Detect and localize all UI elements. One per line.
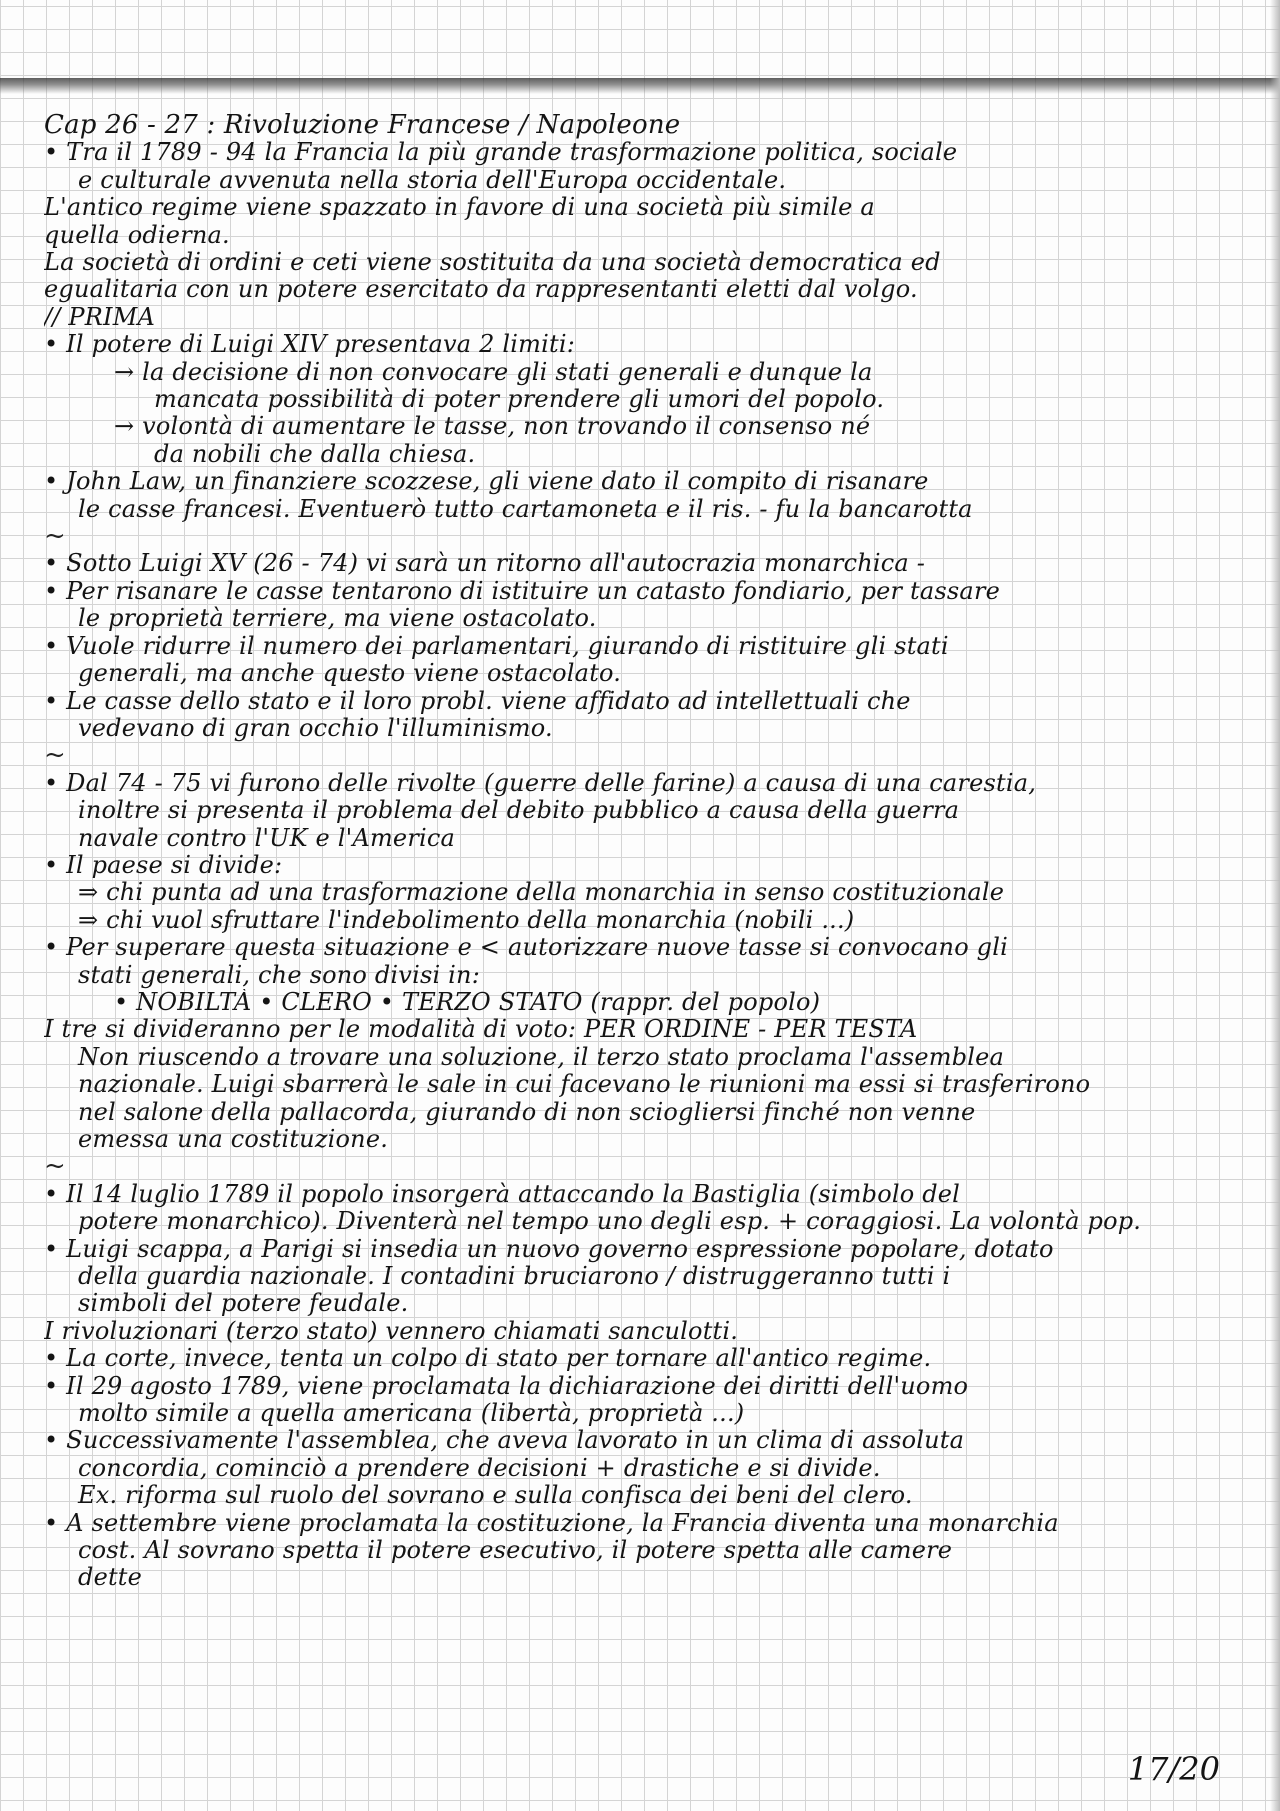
note-line: e culturale avvenuta nella storia dell'Europa occidentale.	[78, 166, 787, 194]
note-line: • John Law, un finanziere scozzese, gli viene dato il compito di risanare	[44, 468, 929, 496]
note-line: stati generali, che sono divisi in:	[78, 961, 480, 989]
note-line: • Per risanare le casse tentarono di istituire un catasto fondiario, per tassare	[44, 577, 1001, 605]
note-line: Non riuscendo a trovare una soluzione, il terzo stato proclama l'assemblea	[78, 1043, 1005, 1071]
scan-right-edge	[1270, 0, 1280, 1811]
note-line: mancata possibilità di poter prendere gli umori del popolo.	[154, 386, 885, 414]
note-line: egualitaria con un potere esercitato da rappresentanti eletti dal volgo.	[44, 276, 918, 304]
note-line: da nobili che dalla chiesa.	[154, 440, 476, 468]
note-line: ⇒ chi punta ad una trasformazione della monarchia in senso costituzionale	[78, 879, 1005, 907]
note-line: • Le casse dello stato e il loro probl. viene affidato ad intellettuali che	[44, 687, 911, 715]
note-line: quella odierna.	[44, 221, 230, 249]
note-line: emessa una costituzione.	[78, 1126, 389, 1153]
note-line: potere monarchico). Diventerà nel tempo uno degli esp. + coraggiosi. La volontà pop.	[78, 1208, 1142, 1236]
note-line: La società di ordini e ceti viene sostituita da una società democratica ed	[44, 249, 941, 277]
note-line: • La corte, invece, tenta un colpo di stato per tornare all'antico regime.	[44, 1345, 932, 1373]
note-line: → volontà di aumentare le tasse, non trovando il consenso né	[114, 413, 871, 441]
note-line: • Il 29 agosto 1789, viene proclamata la dichiarazione dei diritti dell'uomo	[44, 1372, 969, 1400]
note-line: dette	[78, 1564, 143, 1592]
note-line: • Il potere di Luigi XIV presentava 2 limiti:	[44, 331, 576, 359]
chapter-title: Cap 26 - 27 : Rivoluzione Francese / Napoleone	[44, 112, 681, 140]
note-line: concordia, cominciò a prendere decisioni + drastiche e si divide.	[78, 1454, 881, 1482]
note-line: navale contro l'UK e l'America	[78, 824, 456, 852]
note-line: → la decisione di non convocare gli stati generali e dunque la	[114, 358, 873, 386]
note-line: • Il 14 luglio 1789 il popolo insorgerà attaccando la Bastiglia (simbolo del	[44, 1180, 961, 1208]
note-line: nel salone della pallacorda, giurando di non sciogliersi finché non venne	[78, 1098, 976, 1126]
note-line: • Dal 74 - 75 vi furono delle rivolte (guerre delle farine) a causa di una carestia,	[44, 769, 1037, 797]
note-line: • Per superare questa situazione e < autorizzare nuove tasse si convocano gli	[44, 934, 1008, 962]
separator-mark: ~	[44, 523, 66, 551]
note-line: I rivoluzionari (terzo stato) vennero chiamati sanculotti.	[44, 1317, 739, 1345]
note-line: le proprietà terriere, ma viene ostacolato.	[78, 605, 597, 633]
note-line: • Vuole ridurre il numero dei parlamentari, giurando di ristituire gli stati	[44, 632, 949, 660]
note-line: generali, ma anche questo viene ostacolato.	[78, 660, 622, 688]
page-number: 17/20	[1127, 1750, 1220, 1788]
note-line: simboli del potere feudale.	[78, 1290, 409, 1318]
note-line: • Il paese si divide:	[44, 851, 283, 879]
note-line: nazionale. Luigi sbarrerà le sale in cui facevano le riunioni ma essi si trasferirono	[78, 1071, 1091, 1099]
section-label: // PRIMA	[44, 303, 156, 331]
note-line: • NOBILTÀ • CLERO • TERZO STATO (rappr. del popolo)	[114, 988, 821, 1016]
note-line: I tre si divideranno per le modalità di voto: PER ORDINE - PER TESTA	[44, 1016, 918, 1044]
note-line: le casse francesi. Eventuerò tutto cartamoneta e il ris. - fu la bancarotta	[78, 495, 973, 523]
note-line: • Tra il 1789 - 94 la Francia la più grande trasformazione politica, sociale	[44, 139, 958, 167]
note-line: cost. Al sovrano spetta il potere esecutivo, il potere spetta alle camere	[78, 1537, 953, 1565]
note-line: • Successivamente l'assemblea, che aveva lavorato in un clima di assoluta	[44, 1427, 965, 1455]
note-line: ⇒ chi vuol sfruttare l'indebolimento della monarchia (nobili ...)	[78, 906, 855, 934]
note-line: Ex. riforma sul ruolo del sovrano e sulla confisca dei beni del clero.	[78, 1482, 913, 1510]
note-line: L'antico regime viene spazzato in favore di una società più simile a	[44, 194, 875, 222]
separator-mark: ~	[44, 1153, 66, 1181]
note-line: della guardia nazionale. I contadini bruciarono / distruggeranno tutti i	[78, 1263, 951, 1291]
note-line: inoltre si presenta il problema del debito pubblico a causa della guerra	[78, 797, 960, 825]
note-line: • Luigi scappa, a Parigi si insedia un nuovo governo espressione popolare, dotato	[44, 1235, 1054, 1263]
separator-mark: ~	[44, 742, 66, 770]
note-line: vedevano di gran occhio l'illuminismo.	[78, 714, 553, 742]
scan-top-edge	[0, 78, 1280, 94]
note-line: • Sotto Luigi XV (26 - 74) vi sarà un ritorno all'autocrazia monarchica -	[44, 550, 926, 578]
note-line: • A settembre viene proclamata la costituzione, la Francia diventa una monarchia	[44, 1509, 1059, 1537]
note-line: molto simile a quella americana (libertà, proprietà ...)	[78, 1400, 745, 1428]
handwritten-notes	[44, 112, 1240, 1772]
